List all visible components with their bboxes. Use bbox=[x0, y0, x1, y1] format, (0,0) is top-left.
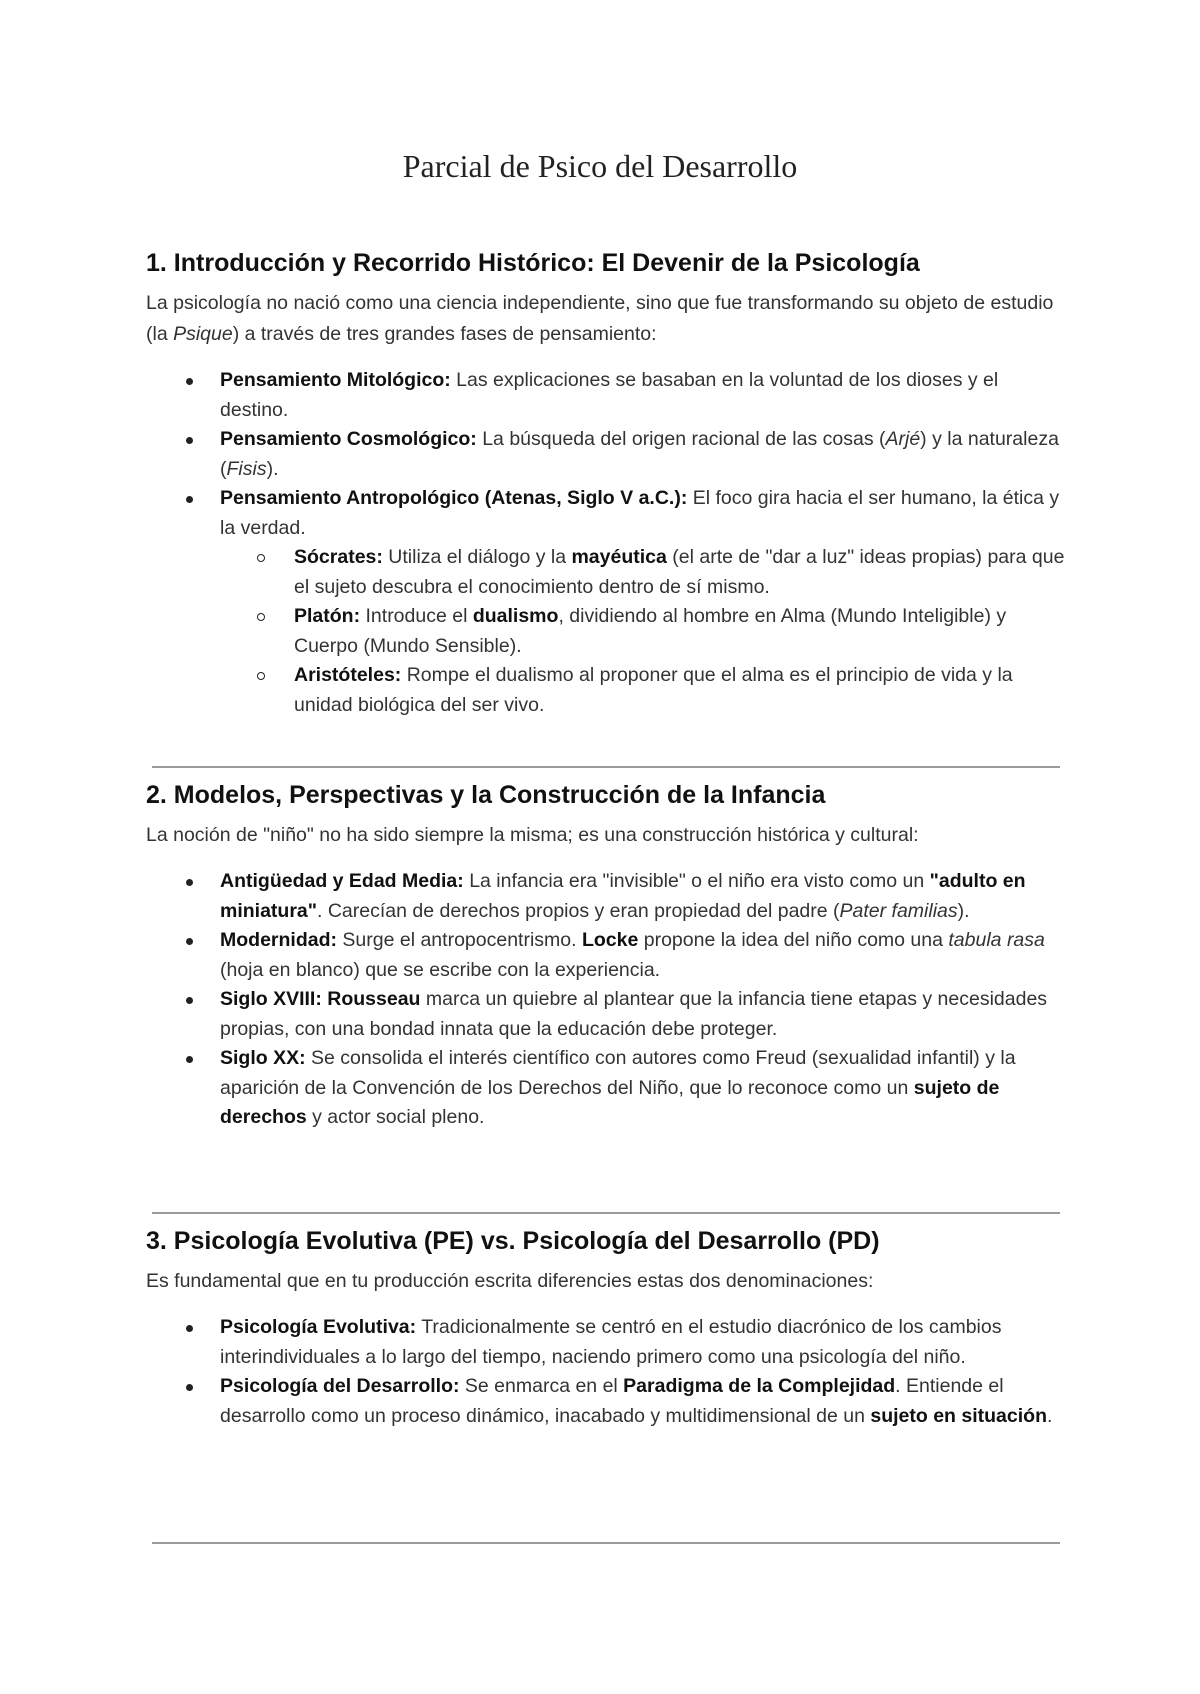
item-text: Las explicaciones se basaban en la voluntad de los dioses y el destino. bbox=[220, 369, 999, 421]
item-text: (hoja en blanco) que se escribe con la experiencia. bbox=[220, 958, 661, 981]
item-text: Surge el antropocentrismo. bbox=[337, 929, 582, 951]
item-text: . Carecían de derechos propios y eran propiedad del padre ( bbox=[317, 899, 840, 922]
item-text: Se consolida el interés científico con autores como Freud (sexualidad infantil) y la aparición de la Convención de los Derechos del Niño, que lo reconoce como un bbox=[220, 1047, 1016, 1099]
sub-list bbox=[220, 543, 1066, 720]
section-2-list bbox=[146, 867, 1066, 1133]
item-term: Modernidad: bbox=[220, 929, 337, 951]
section-2-intro: La noción de "niño" no ha sido siempre la misma; es una construcción histórica y cultural: bbox=[146, 824, 919, 846]
item-text: . Entiende el desarrollo como un proceso dinámico, inacabado y multidimensional de un bbox=[220, 1375, 1004, 1427]
item-term: Siglo XVIII: Rousseau bbox=[220, 988, 421, 1010]
section-divider bbox=[152, 1212, 1060, 1214]
item-text: Se enmarca en el bbox=[459, 1375, 624, 1397]
list-item bbox=[146, 1313, 1066, 1372]
item-text: Introduce el bbox=[360, 605, 473, 627]
item-emphasis: Pater familias bbox=[839, 899, 958, 922]
list-item bbox=[146, 1372, 1066, 1431]
item-term: Platón: bbox=[294, 605, 361, 627]
item-text: , dividiendo al hombre en Alma (Mundo Inteligible) y Cuerpo (Mundo Sensible). bbox=[294, 605, 1007, 657]
item-emphasis: tabula rasa bbox=[948, 929, 1045, 951]
item-text: El foco gira hacia el ser humano, la ética y la verdad. bbox=[220, 487, 1060, 539]
item-text: marca un quiebre al plantear que la infancia tiene etapas y necesidades propias, con una bondad innata que la educación debe proteger. bbox=[220, 988, 1048, 1040]
intro-emphasis: Psique bbox=[173, 323, 233, 345]
sub-list-item bbox=[220, 543, 1066, 602]
item-text: ). bbox=[957, 899, 970, 922]
item-term: Siglo XX: bbox=[220, 1047, 306, 1069]
item-keyword: dualismo bbox=[472, 605, 559, 627]
item-keyword: sujeto en situación bbox=[870, 1404, 1047, 1427]
sub-list-item bbox=[220, 661, 1066, 720]
item-text: Rompe el dualismo al proponer que el alma es el principio de vida y la unidad biológica del ser vivo. bbox=[294, 664, 1013, 716]
list-item bbox=[146, 425, 1066, 484]
section-2 bbox=[146, 778, 1066, 1133]
item-text: ) y la naturaleza ( bbox=[220, 428, 1059, 480]
intro-text: La psicología no nació como una ciencia independiente, sino que fue transformando su objeto de estudio (la bbox=[146, 292, 1054, 345]
item-text: ). bbox=[266, 457, 279, 480]
item-term: Sócrates: bbox=[294, 546, 383, 568]
list-item bbox=[146, 366, 1066, 425]
item-keyword: Locke bbox=[581, 929, 639, 951]
section-3 bbox=[146, 1224, 1066, 1431]
item-keyword: sujeto de derechos bbox=[220, 1076, 1000, 1128]
item-text: La búsqueda del origen racional de las cosas ( bbox=[476, 428, 886, 450]
item-text: . bbox=[1047, 1404, 1053, 1427]
item-emphasis: Fisis bbox=[226, 457, 267, 480]
section-1 bbox=[146, 246, 1066, 720]
section-2-heading: 2. Modelos, Perspectivas y la Construcción de la Infancia bbox=[146, 781, 826, 809]
section-1-heading: 1. Introducción y Recorrido Histórico: El Devenir de la Psicología bbox=[146, 249, 920, 277]
item-term: Pensamiento Antropológico (Atenas, Siglo V a.C.): bbox=[220, 487, 688, 509]
item-text: (el arte de "dar a luz" ideas propias) para que el sujeto descubra el conocimiento dentro de sí mismo. bbox=[294, 546, 1065, 598]
section-1-intro bbox=[146, 288, 1066, 350]
section-3-list bbox=[146, 1313, 1066, 1431]
item-emphasis: Arjé bbox=[885, 428, 921, 450]
section-3-heading: 3. Psicología Evolutiva (PE) vs. Psicología del Desarrollo (PD) bbox=[146, 1227, 880, 1255]
item-term: Psicología del Desarrollo: bbox=[220, 1375, 460, 1397]
item-text: propone la idea del niño como una bbox=[638, 929, 949, 951]
list-item bbox=[146, 867, 1066, 926]
item-keyword: "adulto en miniatura" bbox=[220, 870, 1026, 922]
list-item bbox=[146, 985, 1066, 1044]
item-term: Pensamiento Cosmológico: bbox=[220, 428, 477, 450]
item-term: Aristóteles: bbox=[294, 664, 402, 686]
item-text: Tradicionalmente se centró en el estudio diacrónico de los cambios interindividuales a lo largo del tiempo, naciendo primero como una psicología del niño. bbox=[220, 1316, 1002, 1368]
list-item bbox=[146, 926, 1066, 985]
item-term: Antigüedad y Edad Media: bbox=[220, 870, 464, 892]
item-keyword: Paradigma de la Complejidad bbox=[623, 1375, 896, 1397]
intro-text: ) a través de tres grandes fases de pensamiento: bbox=[232, 323, 657, 345]
list-item bbox=[146, 484, 1066, 720]
item-text: La infancia era "invisible" o el niño era visto como un bbox=[463, 870, 930, 892]
section-divider bbox=[152, 766, 1060, 768]
item-term: Psicología Evolutiva: bbox=[220, 1316, 417, 1338]
item-text: Utiliza el diálogo y la bbox=[382, 546, 572, 568]
section-1-list bbox=[146, 366, 1066, 720]
list-item bbox=[146, 1044, 1066, 1133]
item-term: Pensamiento Mitológico: bbox=[220, 369, 451, 391]
item-text: y actor social pleno. bbox=[306, 1106, 485, 1128]
section-3-intro: Es fundamental que en tu producción escrita diferencies estas dos denominaciones: bbox=[146, 1270, 874, 1292]
item-keyword: mayéutica bbox=[571, 546, 667, 568]
document-title: Parcial de Psico del Desarrollo bbox=[402, 148, 798, 184]
section-divider bbox=[152, 1542, 1060, 1544]
sub-list-item bbox=[220, 602, 1066, 661]
